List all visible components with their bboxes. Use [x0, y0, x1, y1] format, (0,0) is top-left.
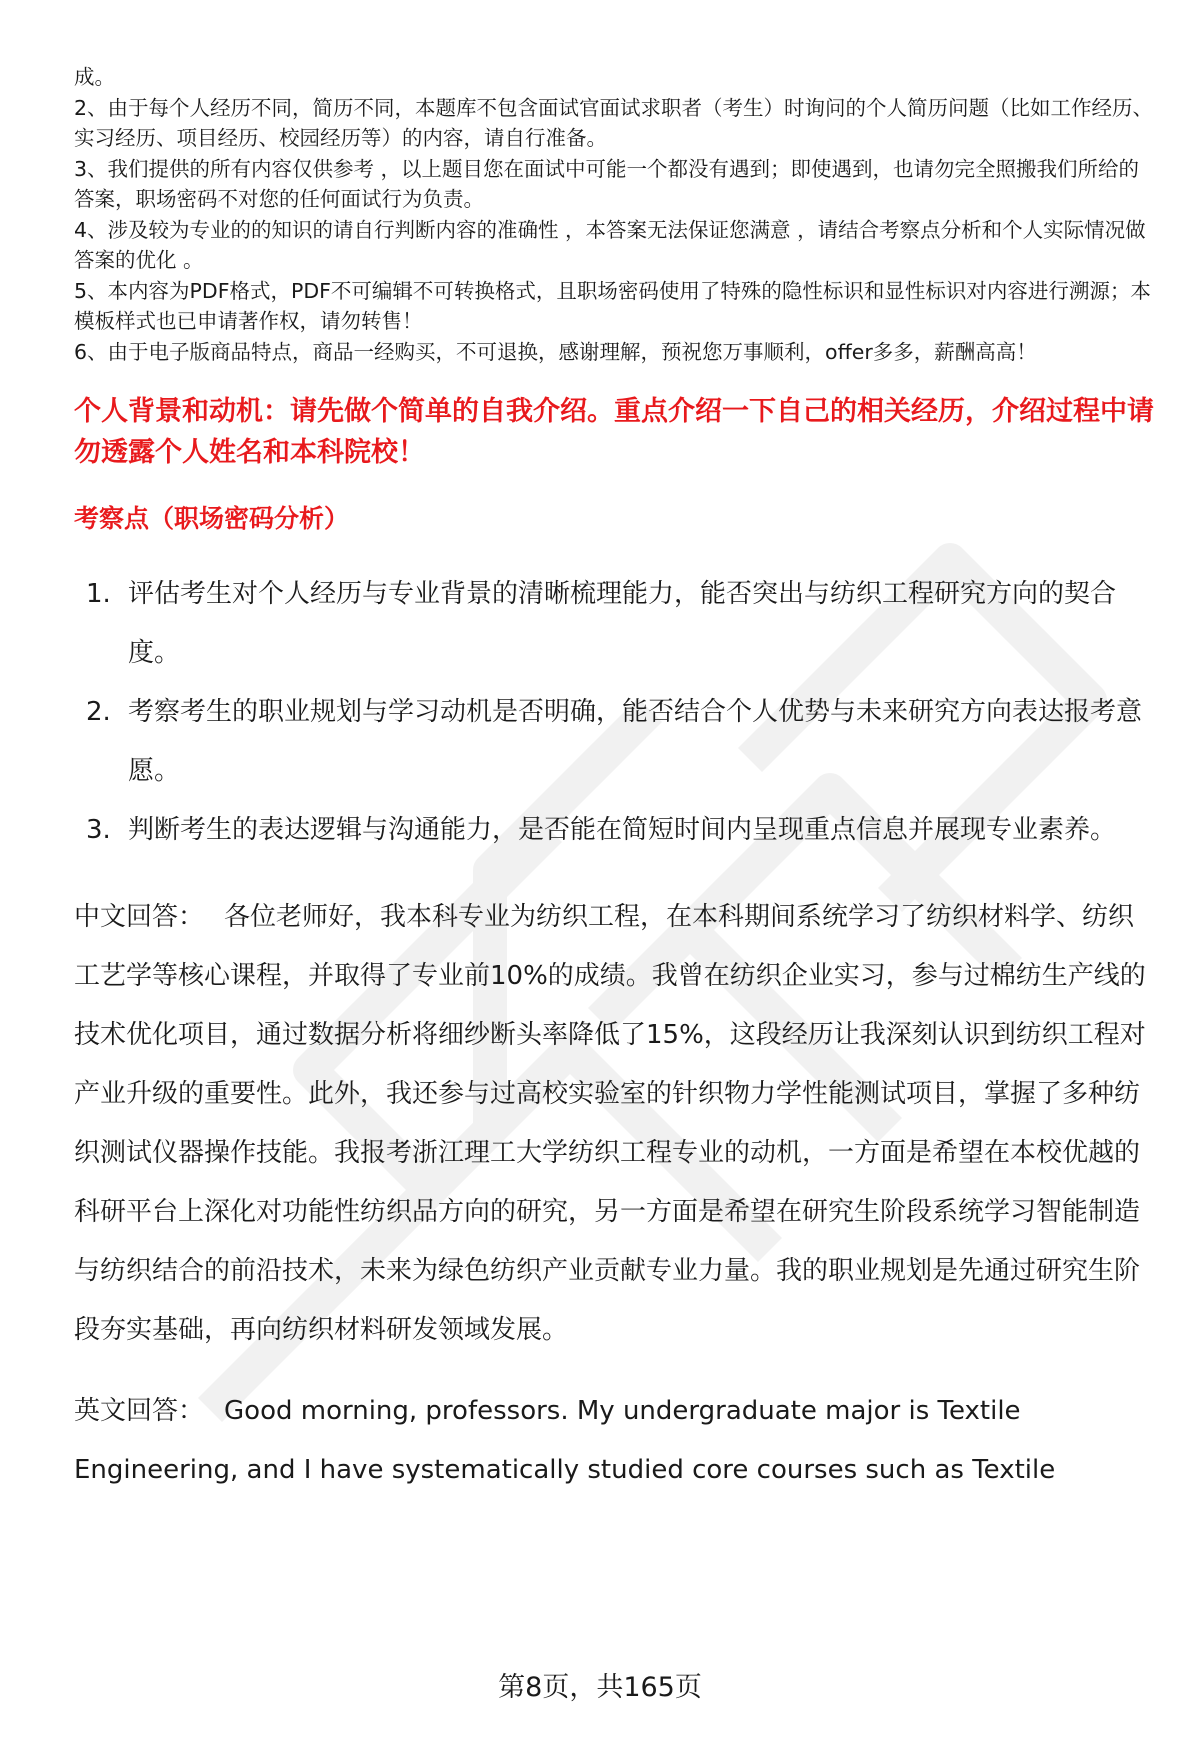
- disclaimer-notes: [74, 62, 1154, 367]
- list-item-text: 考察考生的职业规划与学习动机是否明确，能否结合个人优势与未来研究方向表达报考意愿。: [128, 697, 1143, 786]
- list-item-number: 1.: [86, 579, 111, 609]
- page-number-footer: 第8页，共165页: [498, 1672, 702, 1703]
- english-answer-text: Good morning, professors. My undergraduate major is Textile Engineering, and I have systematically studied core courses such as Textile: [74, 1396, 1056, 1485]
- list-item-number: 2.: [86, 697, 111, 727]
- page-content: [74, 62, 1154, 1500]
- english-answer-label: 英文回答：: [74, 1396, 205, 1426]
- assessment-points-title: 考察点（职场密码分析）: [74, 504, 350, 533]
- note-line: 2、由于每个人经历不同，简历不同，本题库不包含面试官面试求职者（考生）时询问的个人简历问题（比如工作经历、实习经历、项目经历、校园经历等）的内容，请自行准备。: [74, 95, 1154, 150]
- list-item: [74, 801, 1154, 860]
- note-line: 6、由于电子版商品特点，商品一经购买，不可退换，感谢理解，预祝您万事顺利，offer多多，薪酬高高！: [74, 339, 1037, 364]
- note-line: 成。: [74, 65, 115, 89]
- note-line: 5、本内容为PDF格式，PDF不可编辑不可转换格式，且职场密码使用了特殊的隐性标识和显性标识对内容进行溯源；本模板样式也已申请著作权，请勿转售！: [74, 278, 1151, 333]
- list-item: [74, 565, 1154, 683]
- chinese-answer-label: 中文回答：: [74, 902, 205, 932]
- chinese-answer-text: 各位老师好，我本科专业为纺织工程，在本科期间系统学习了纺织材料学、纺织工艺学等核心课程，并取得了专业前10%的成绩。我曾在纺织企业实习，参与过棉纺生产线的技术优化项目，通过数据分析将细纱断头率降低了15%，这段经历让我深刻认识到纺织工程对产业升级的重要性。此外，我还参与过高校实验室的针织物力学性能测试项目，掌握了多种纺织测试仪器操作技能。我报考浙江理工大学纺织工程专业的动机，一方面是希望在本校优越的科研平台上深化对功能性纺织品方向的研究，另一方面是希望在研究生阶段系统学习智能制造与纺织结合的前沿技术，未来为绿色纺织产业贡献专业力量。我的职业规划是先通过研究生阶段夯实基础，再向纺织材料研发领域发展。: [74, 902, 1146, 1345]
- chinese-answer: [74, 888, 1154, 1360]
- question-heading: 个人背景和动机：请先做个简单的自我介绍。重点介绍一下自己的相关经历，介绍过程中请勿透露个人姓名和本科院校！: [74, 396, 1154, 468]
- list-item-text: 判断考生的表达逻辑与沟通能力，是否能在简短时间内呈现重点信息并展现专业素养。: [128, 815, 1117, 845]
- english-answer: [74, 1382, 1154, 1500]
- assessment-points-list: [74, 565, 1154, 860]
- note-line: 4、涉及较为专业的的知识的请自行判断内容的准确性 ，本答案无法保证您满意 ，请结合考察点分析和个人实际情况做答案的优化 。: [74, 217, 1146, 272]
- list-item-number: 3.: [86, 815, 111, 845]
- list-item-text: 评估考生对个人经历与专业背景的清晰梳理能力，能否突出与纺织工程研究方向的契合度。: [128, 579, 1117, 668]
- note-line: 3、我们提供的所有内容仅供参考 ，以上题目您在面试中可能一个都没有遇到；即使遇到，也请勿完全照搬我们所给的答案，职场密码不对您的任何面试行为负责。: [74, 156, 1140, 211]
- list-item: [74, 683, 1154, 801]
